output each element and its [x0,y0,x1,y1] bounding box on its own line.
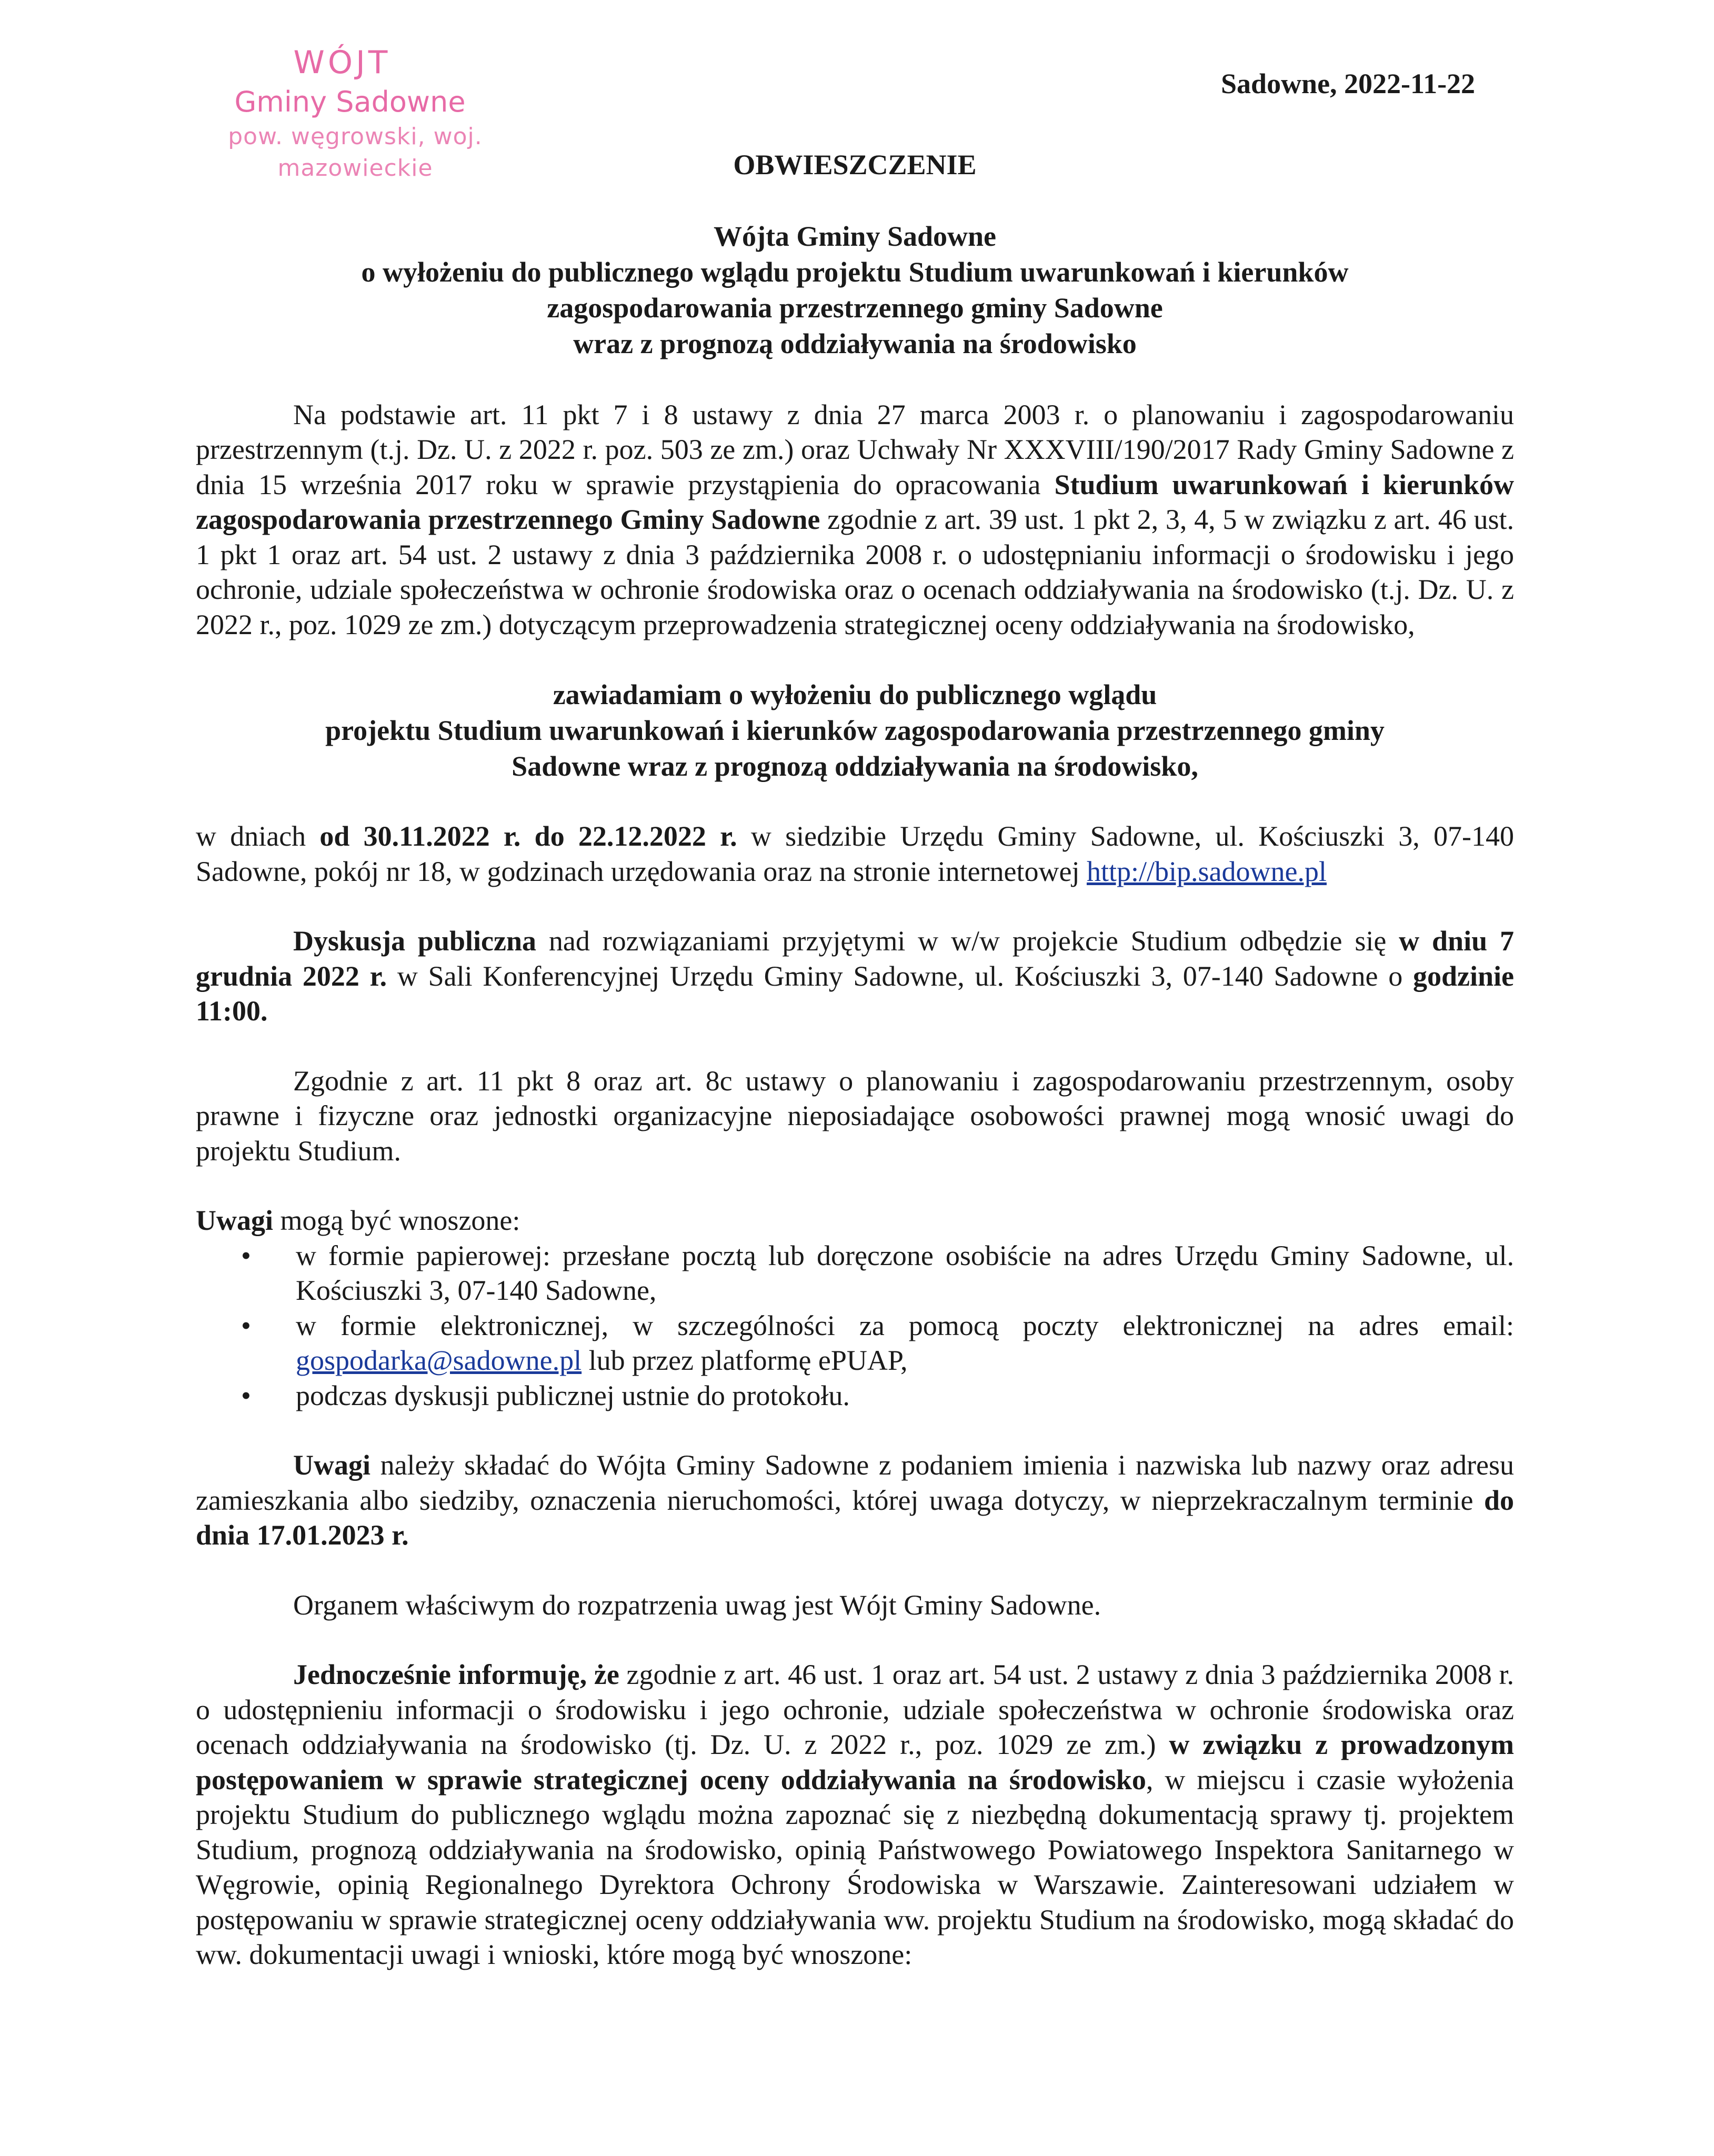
list-item-text: w formie elektronicznej, w szczególności za pomocą poczty elektronicznej na adres email: [296,1309,1514,1341]
discussion-time: godzinie 11:00. [196,960,1514,1027]
remarks-label: Uwagi [196,1205,273,1236]
authority-paragraph: Organem właściwym do rozpatrzenia uwag jest Wójt Gminy Sadowne. [293,1589,1101,1621]
bullet-icon: • [241,1239,251,1271]
dates-post: w siedzibie Urzędu Gminy Sadowne, ul. Kościuszki 3, 07-140 Sadowne, pokój nr 18, w godzinach urzędowania oraz na stronie internetowej [196,820,1515,887]
discussion-text: nad rozwiązaniami przyjętymi w w/w projekcie Studium odbędzie się [536,925,1399,957]
document-body [196,147,1514,1972]
announcement-line: Sadowne wraz z prognozą oddziaływania na środowisko, [512,750,1198,782]
legal-basis-text-cont: zgodnie z art. 39 ust. 1 pkt 2, 3, 4, 5 w związku z art. 46 ust. 1 pkt 1 oraz art. 54 ust. 2 ustawy z dnia 3 października 2008 r. o udostępnianiu informacji o środowisku i jego ochronie, udziale społeczeństwa w ochronie środowiska oraz o ocenach oddziaływania na środowisko (t.j. Dz. U. z 2022 r., poz. 1029 ze zm.) dotyczącym przeprowadzenia strategicznej oceny oddziaływania na środowisko, [196,504,1514,640]
legal-basis-paragraph [196,397,1514,643]
document-date: Sadowne, 2022-11-22 [1221,68,1476,99]
submission-paragraph [196,1448,1514,1553]
announcement-line: projektu Studium uwarunkowań i kierunków zagospodarowania przestrzennego gminy [325,715,1385,746]
discussion-label: Dyskusja publiczna [293,925,537,957]
stamp-municipality: Gminy Sadowne [234,85,466,118]
list-item [196,1308,1514,1378]
document-subtitle [196,218,1514,362]
submission-label: Uwagi [293,1449,370,1481]
remarks-heading [196,1203,1514,1238]
discussion-date: w dniu 7 grudnia 2022 r. [196,925,1514,992]
discussion-place: w Sali Konferencyjnej Urzędu Gminy Sadowne, ul. Kościuszki 3, 07-140 Sadowne o [387,960,1413,992]
final-intro: Jednocześnie informuję, że [293,1659,619,1690]
remarks-text: mogą być wnoszone: [273,1205,520,1236]
subtitle-line: o wyłożeniu do publicznego wglądu projektu Studium uwarunkowań i kierunków [361,256,1349,288]
dates-paragraph [196,819,1514,889]
final-paragraph [196,1657,1514,1972]
submission-deadline: do dnia 17.01.2023 r. [196,1484,1514,1551]
bullet-icon: • [241,1309,251,1341]
legal-rights-paragraph: Zgodnie z art. 11 pkt 8 oraz art. 8c ustawy o planowaniu i zagospodarowaniu przestrzennym, osoby prawne i fizyczne oraz jednostki organizacyjne nieposiadające osobowości prawnej mogą wnosić uwagi do projektu Studium. [196,1065,1514,1167]
legal-basis-bold: Studium uwarunkowań i kierunków zagospodarowania przestrzennego Gminy Sadowne [196,468,1514,535]
subtitle-line: zagospodarowania przestrzennego gminy Sadowne [547,292,1163,324]
final-bold: w związku z prowadzonym postępowaniem w sprawie strategicznej oceny oddziaływania na środowisko [196,1729,1514,1796]
final-text-cont: , w miejscu i czasie wyłożenia projektu Studium do publicznego wglądu można zapoznać się z niezbędną dokumentacją sprawy tj. projektem Studium, prognozą oddziaływania na środowisko, opinią Państwowego Powiatowego Inspektora Sanitarnego w Węgrowie, opinią Regionalnego Dyrektora Ochrony Środowiska w Warszawie. Zainteresowani udziałem w postępowaniu w sprawie strategicznej oceny oddziaływania ww. projektu Studium na środowisko, mogą składać do ww. dokumentacji uwagi i wnioski, które mogą być wnoszone: [196,1763,1514,1970]
list-item-text: podczas dyskusji publicznej ustnie do protokołu. [296,1379,850,1411]
submission-text: należy składać do Wójta Gminy Sadowne z podaniem imienia i nazwiska lub nazwy oraz adresu zamieszkania albo siedziby, oznaczenia nieruchomości, której uwaga dotyczy, w nieprzekraczalnym terminie [196,1449,1514,1516]
list-item-text: w formie papierowej: przesłane pocztą lub doręczone osobiście na adres Urzędu Gminy Sadowne, ul. Kościuszki 3, 07-140 Sadowne, [296,1239,1514,1306]
discussion-paragraph [196,924,1514,1029]
list-item-text-cont: lub przez platformę ePUAP, [582,1345,908,1376]
bullet-icon: • [241,1379,251,1411]
document-title: OBWIESZCZENIE [733,149,977,180]
stamp-title: WÓJT [293,44,391,81]
remarks-list [196,1238,1514,1413]
final-text: zgodnie z art. 46 ust. 1 oraz art. 54 ust. 2 ustawy z dnia 3 października 2008 r. o udostępnieniu informacji o środowisku i jego ochronie, udziale społeczeństwa w ochronie środowiska oraz ocenach oddziaływania na środowisko (tj. Dz. U. z 2022 r., poz. 1029 ze zm.) [196,1659,1514,1760]
subtitle-line: wraz z prognozą oddziaływania na środowisko [573,327,1137,359]
announcement-heading [196,677,1514,784]
announcement-line: zawiadamiam o wyłożeniu do publicznego wglądu [553,679,1157,710]
subtitle-line: Wójta Gminy Sadowne [713,220,997,252]
dates-pre: w dniach [196,820,320,852]
email-link[interactable]: gospodarka@sadowne.pl [296,1345,582,1376]
bip-link[interactable]: http://bip.sadowne.pl [1086,855,1327,887]
list-item [196,1238,1514,1308]
stamp-region: pow. węgrowski, woj. mazowieckie [228,123,483,182]
list-item [196,1378,1514,1413]
dates-range: od 30.11.2022 r. do 22.12.2022 r. [319,820,737,852]
legal-basis-text: Na podstawie art. 11 pkt 7 i 8 ustawy z dnia 27 marca 2003 r. o planowaniu i zagospodarowaniu przestrzennym (t.j. Dz. U. z 2022 r. poz. 503 ze zm.) oraz Uchwały Nr XXXVIII/190/2017 Rady Gminy Sadowne z dnia 15 września 2017 roku w sprawie przystąpienia do opracowania [196,398,1514,500]
